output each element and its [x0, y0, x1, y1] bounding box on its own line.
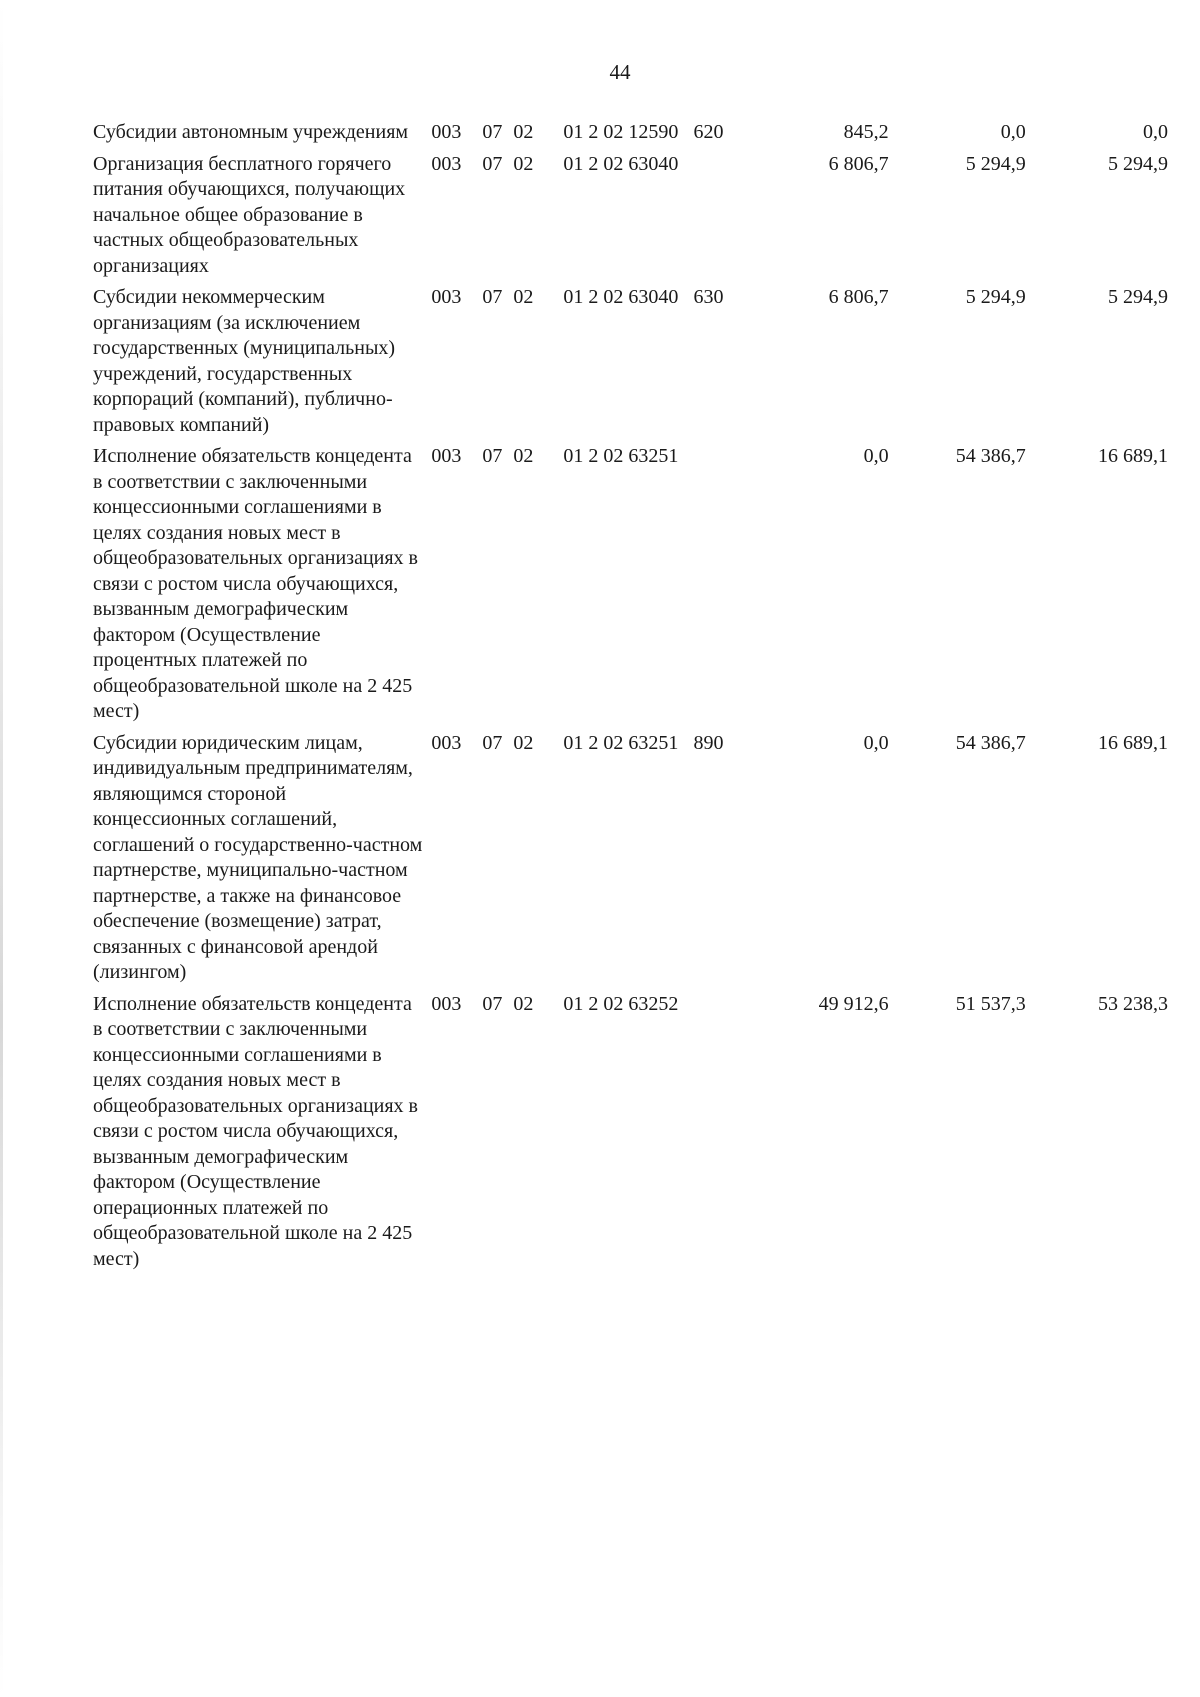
row-amount-year-3: 16 689,1: [1098, 731, 1168, 754]
row-grbs-code: 003: [431, 286, 462, 308]
table-row: [93, 152, 1168, 286]
row-expense-type-code: [694, 152, 744, 286]
row-name: Исполнение обязательств концедента в соответствии с заключенными концессионными соглашениями в целях создания новых мест в общеобразовательных организациях в связи с ростом числа обучающихся, вызванным демографическим фактором (Осуществление операционных платежей по общеобразовательной школе на 2 425 мест): [93, 992, 418, 1270]
row-subsection-code: 02: [513, 286, 534, 308]
table-row: [93, 992, 1168, 1279]
row-amount-year-1: 0,0: [863, 445, 889, 467]
table-row: [93, 444, 1168, 731]
row-grbs-code: 003: [431, 152, 462, 175]
row-amount-year-3: 0,0: [1143, 121, 1168, 143]
row-target-article-code: 01 2 02 63040: [563, 286, 679, 308]
row-expense-type-code: [694, 992, 744, 1279]
row-section-code: 07: [482, 152, 503, 175]
row-amount-year-1: 0,0: [863, 731, 889, 754]
row-target-article-code: 01 2 02 63251: [563, 731, 679, 754]
scan-edge-shadow: [0, 0, 3, 1697]
row-name: Организация бесплатного горячего питания обучающихся, получающих начальное общее образование в частных общеобразовательных организациях: [93, 152, 406, 277]
row-expense-type-code: [694, 444, 744, 731]
row-amount-year-3: 5 294,9: [1108, 152, 1168, 175]
row-grbs-code: 003: [431, 992, 462, 1015]
row-name: Субсидии некоммерческим организациям (за исключением государственных (муниципальных) учреждений, государственных корпораций (компаний), публично-правовых компаний): [93, 286, 396, 436]
table-row: [93, 285, 1168, 444]
row-target-article-code: 01 2 02 63252: [563, 992, 679, 1015]
row-grbs-code: 003: [431, 445, 462, 467]
row-amount-year-2: 51 537,3: [955, 992, 1026, 1015]
row-subsection-code: 02: [513, 121, 534, 143]
row-subsection-code: 02: [513, 992, 534, 1015]
row-name: Субсидии автономным учреждениям: [93, 121, 409, 143]
row-section-code: 07: [482, 445, 503, 467]
row-name: Субсидии юридическим лицам, индивидуальным предпринимателям, являющимся стороной концессионных соглашений, соглашений о государственно-частном партнерстве, муниципально-частном партнерстве, а также на финансовое обеспечение (возмещение) затрат, связанных с финансовой арендой (лизингом): [93, 731, 423, 983]
row-amount-year-2: 54 386,7: [955, 445, 1026, 467]
row-amount-year-2: 0,0: [1000, 121, 1026, 143]
row-section-code: 07: [482, 121, 503, 143]
budget-table-body: [93, 120, 1168, 1278]
row-amount-year-2: 5 294,9: [965, 152, 1026, 175]
table-row: [93, 731, 1168, 992]
row-amount-year-3: 16 689,1: [1098, 445, 1168, 467]
row-expense-type-code: 620: [693, 121, 724, 143]
budget-table: [93, 120, 1168, 1278]
row-target-article-code: 01 2 02 63251: [563, 445, 679, 467]
row-subsection-code: 02: [513, 731, 534, 754]
row-expense-type-code: 630: [693, 286, 724, 308]
row-amount-year-3: 5 294,9: [1108, 286, 1168, 308]
page-number: 44: [609, 60, 631, 84]
row-subsection-code: 02: [513, 445, 534, 467]
row-amount-year-2: 54 386,7: [955, 731, 1026, 754]
row-amount-year-3: 53 238,3: [1098, 992, 1168, 1015]
row-subsection-code: 02: [513, 152, 534, 175]
table-row: [93, 120, 1168, 152]
row-section-code: 07: [482, 286, 503, 308]
row-target-article-code: 01 2 02 12590: [563, 121, 679, 143]
row-section-code: 07: [482, 992, 503, 1015]
row-amount-year-1: 845,2: [843, 121, 889, 143]
row-grbs-code: 003: [431, 121, 462, 143]
row-name: Исполнение обязательств концедента в соответствии с заключенными концессионными соглашениями в целях создания новых мест в общеобразовательных организациях в связи с ростом числа обучающихся, вызванным демографическим фактором (Осуществление процентных платежей по общеобразовательной школе на 2 425 мест): [93, 445, 418, 722]
row-expense-type-code: 890: [693, 731, 724, 754]
row-amount-year-2: 5 294,9: [965, 286, 1026, 308]
row-grbs-code: 003: [431, 731, 462, 754]
row-amount-year-1: 6 806,7: [828, 152, 889, 175]
row-section-code: 07: [482, 731, 503, 754]
row-amount-year-1: 49 912,6: [818, 992, 889, 1015]
row-target-article-code: 01 2 02 63040: [563, 152, 679, 175]
row-amount-year-1: 6 806,7: [828, 286, 889, 308]
